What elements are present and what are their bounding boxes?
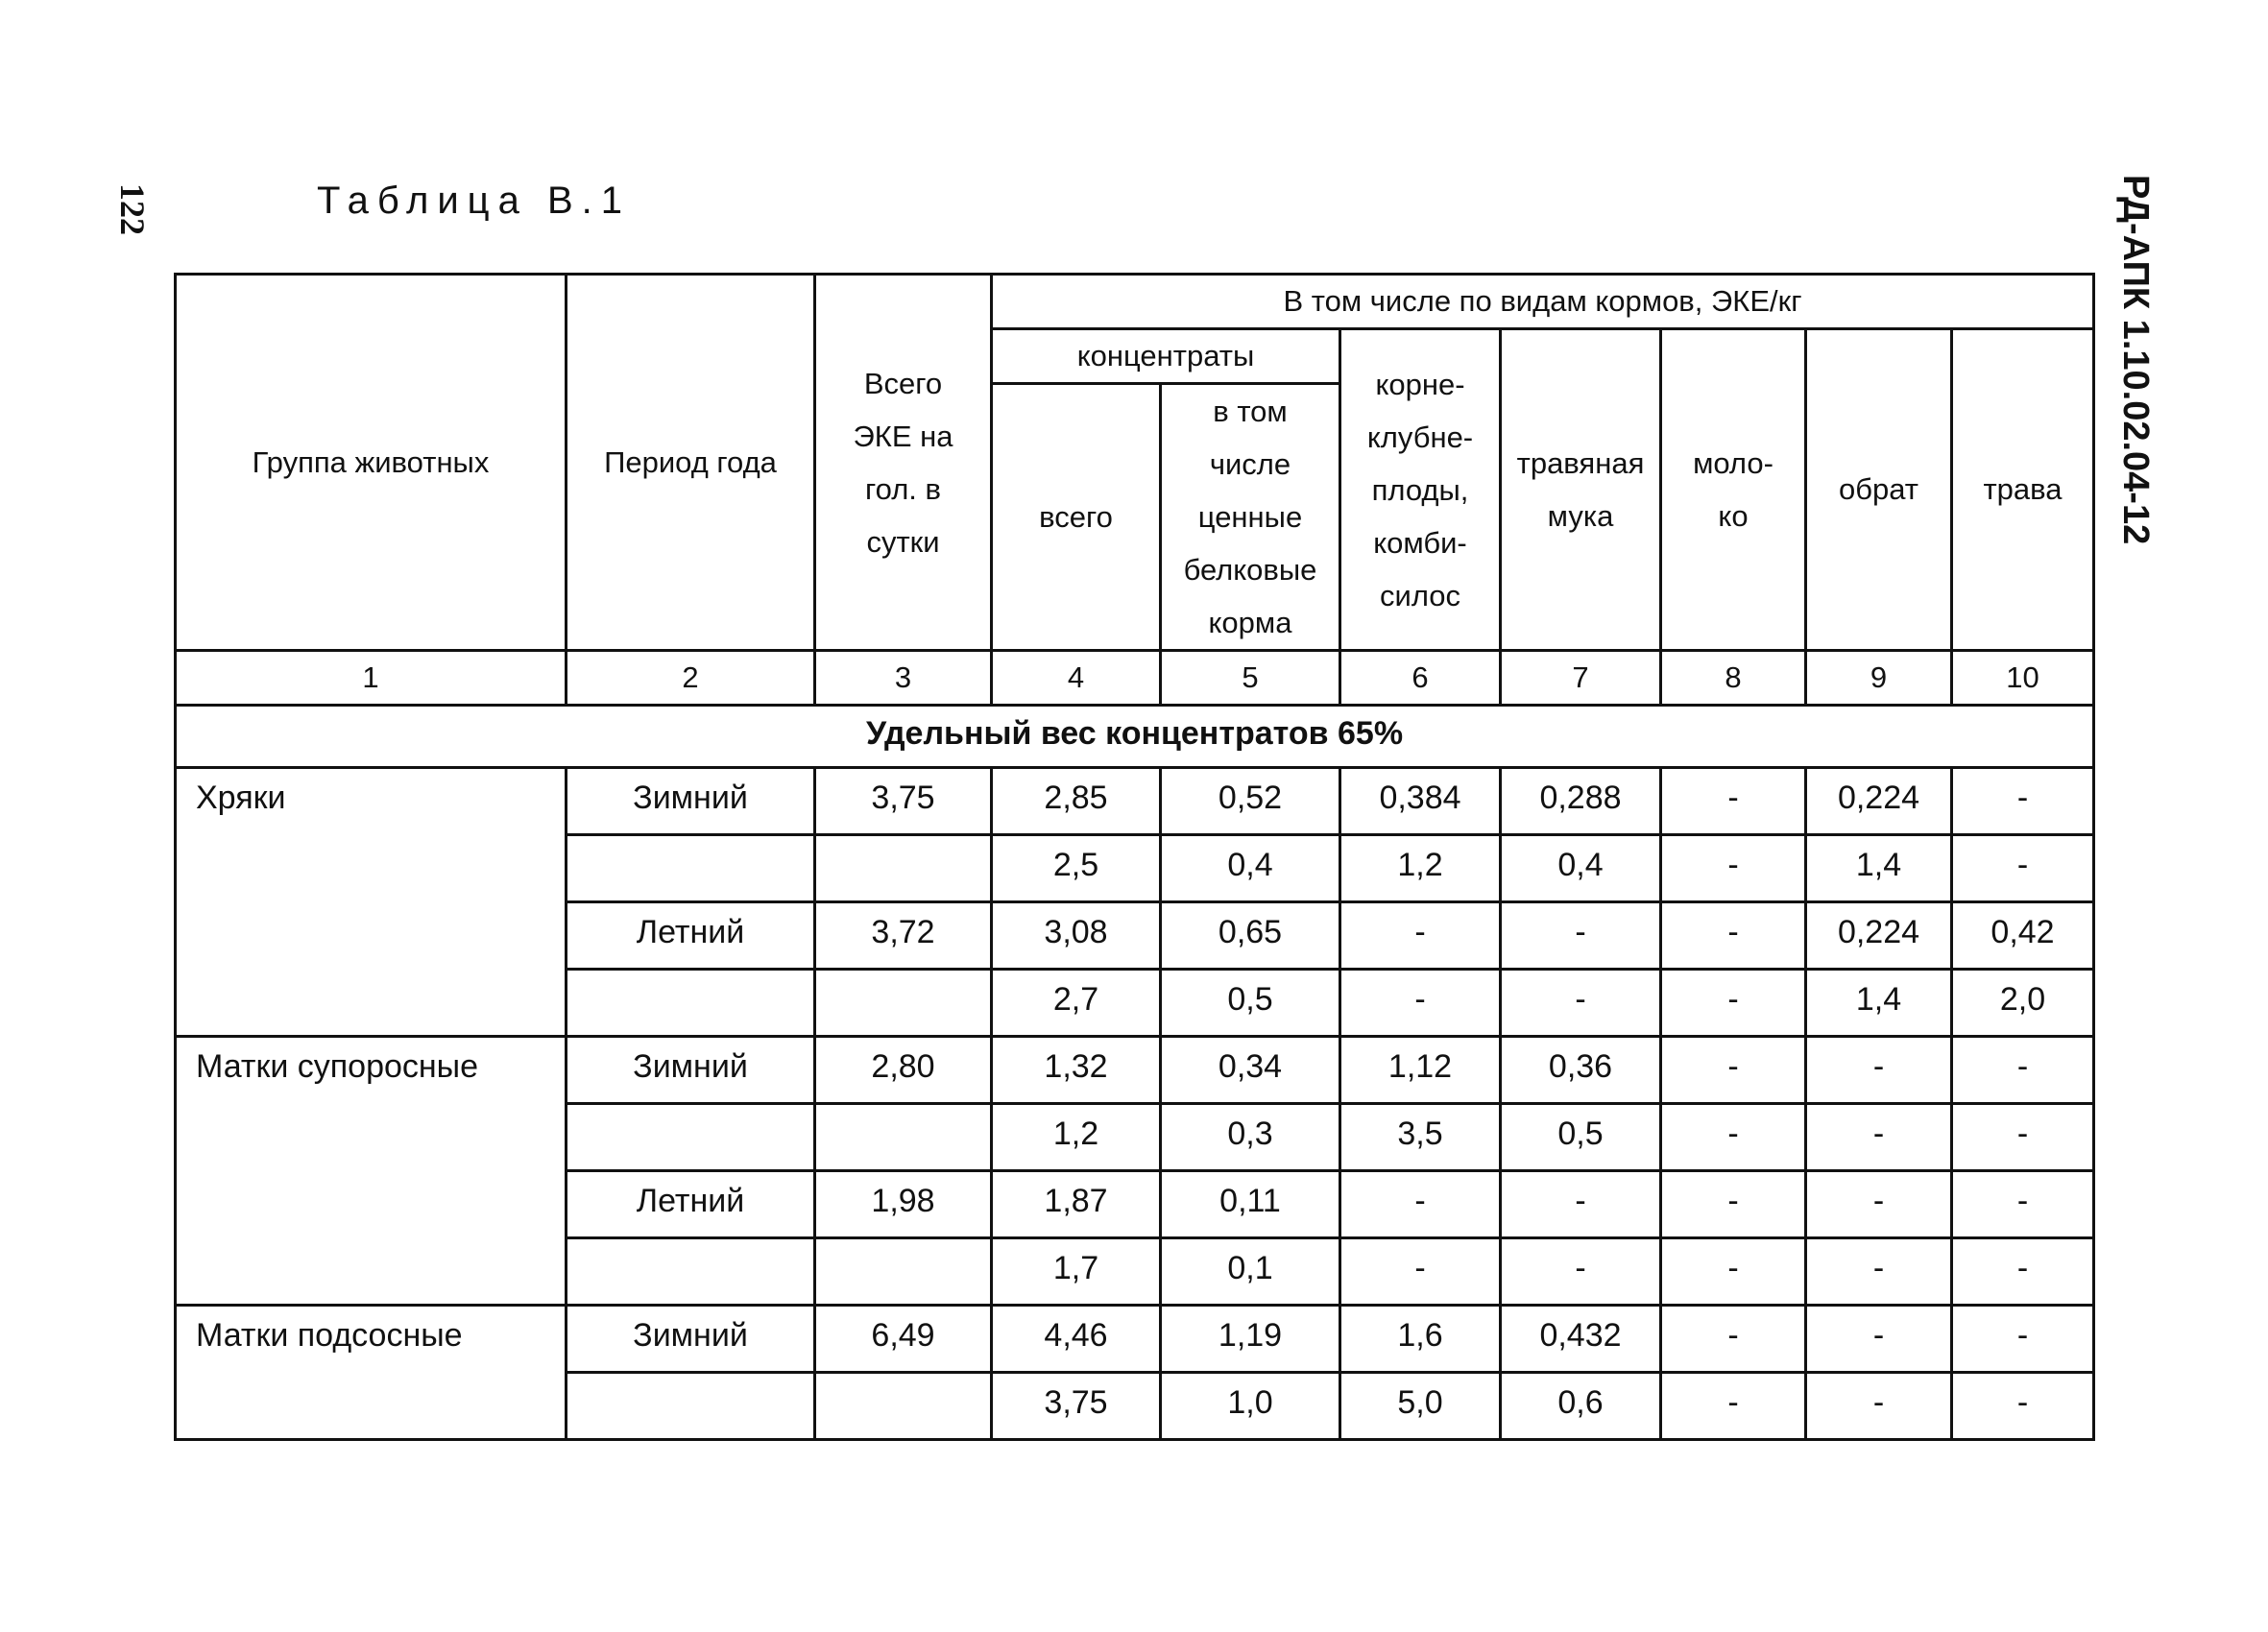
page-number: 122 bbox=[113, 183, 152, 235]
period-cell: Зимний bbox=[567, 1037, 815, 1104]
animal-group-name: Хряки bbox=[176, 768, 567, 1037]
column-number: 3 bbox=[815, 651, 992, 706]
value-cell: 0,52 bbox=[1161, 768, 1340, 835]
value-cell: 0,4 bbox=[1161, 835, 1340, 902]
value-cell: - bbox=[1340, 902, 1501, 970]
value-cell: 0,384 bbox=[1340, 768, 1501, 835]
table-row bbox=[176, 768, 2094, 835]
value-cell: - bbox=[1661, 1306, 1806, 1373]
value-cell: 0,288 bbox=[1501, 768, 1661, 835]
period-cell bbox=[567, 1238, 815, 1306]
period-cell: Зимний bbox=[567, 768, 815, 835]
value-cell: - bbox=[1661, 1238, 1806, 1306]
value-cell: 0,5 bbox=[1161, 970, 1340, 1037]
header-period: Период года bbox=[567, 275, 815, 651]
total-cell: 6,49 bbox=[815, 1306, 992, 1373]
value-cell: - bbox=[1501, 1238, 1661, 1306]
value-cell: 2,5 bbox=[992, 835, 1161, 902]
value-cell: 1,87 bbox=[992, 1171, 1161, 1238]
total-cell bbox=[815, 1238, 992, 1306]
value-cell: 0,36 bbox=[1501, 1037, 1661, 1104]
value-cell: 0,432 bbox=[1501, 1306, 1661, 1373]
value-cell: 0,65 bbox=[1161, 902, 1340, 970]
value-cell: 0,224 bbox=[1806, 768, 1952, 835]
value-cell: - bbox=[1952, 1104, 2094, 1171]
column-number: 6 bbox=[1340, 651, 1501, 706]
feed-ration-table bbox=[174, 273, 2095, 1441]
total-cell: 3,72 bbox=[815, 902, 992, 970]
column-number: 5 bbox=[1161, 651, 1340, 706]
value-cell: - bbox=[1806, 1104, 1952, 1171]
column-number: 1 bbox=[176, 651, 567, 706]
value-cell: 0,34 bbox=[1161, 1037, 1340, 1104]
value-cell: - bbox=[1340, 970, 1501, 1037]
header-concentrates-total: всего bbox=[992, 384, 1161, 651]
document-code: РД-АПК 1.10.02.04-12 bbox=[2115, 175, 2156, 545]
value-cell: - bbox=[1952, 1238, 2094, 1306]
value-cell: - bbox=[1952, 1306, 2094, 1373]
value-cell: 2,85 bbox=[992, 768, 1161, 835]
column-number: 9 bbox=[1806, 651, 1952, 706]
total-cell bbox=[815, 1104, 992, 1171]
value-cell: - bbox=[1952, 1171, 2094, 1238]
column-number: 8 bbox=[1661, 651, 1806, 706]
value-cell: 1,4 bbox=[1806, 970, 1952, 1037]
value-cell: 0,42 bbox=[1952, 902, 2094, 970]
total-cell bbox=[815, 1373, 992, 1440]
value-cell: - bbox=[1661, 1373, 1806, 1440]
column-number: 4 bbox=[992, 651, 1161, 706]
animal-group-name: Матки супоросные bbox=[176, 1037, 567, 1306]
table-caption: Таблица В.1 bbox=[317, 180, 631, 222]
header-by-feed-type: В том числе по видам кормов, ЭКЕ/кг bbox=[992, 275, 2094, 329]
value-cell: 0,6 bbox=[1501, 1373, 1661, 1440]
table-body bbox=[176, 768, 2094, 1440]
period-cell: Зимний bbox=[567, 1306, 815, 1373]
value-cell: - bbox=[1661, 1037, 1806, 1104]
value-cell: - bbox=[1806, 1373, 1952, 1440]
period-cell bbox=[567, 970, 815, 1037]
table-row bbox=[176, 1037, 2094, 1104]
period-cell bbox=[567, 1104, 815, 1171]
value-cell: - bbox=[1661, 1104, 1806, 1171]
value-cell: 1,7 bbox=[992, 1238, 1161, 1306]
header-milk: моло-ко bbox=[1661, 329, 1806, 651]
value-cell: - bbox=[1806, 1037, 1952, 1104]
value-cell: - bbox=[1340, 1238, 1501, 1306]
value-cell: - bbox=[1952, 835, 2094, 902]
total-cell bbox=[815, 970, 992, 1037]
value-cell: - bbox=[1661, 768, 1806, 835]
value-cell: 0,3 bbox=[1161, 1104, 1340, 1171]
value-cell: 1,6 bbox=[1340, 1306, 1501, 1373]
header-skim-milk: обрат bbox=[1806, 329, 1952, 651]
column-number: 2 bbox=[567, 651, 815, 706]
total-cell bbox=[815, 835, 992, 902]
value-cell: - bbox=[1806, 1306, 1952, 1373]
column-number: 7 bbox=[1501, 651, 1661, 706]
column-number: 10 bbox=[1952, 651, 2094, 706]
value-cell: 3,75 bbox=[992, 1373, 1161, 1440]
value-cell: - bbox=[1661, 970, 1806, 1037]
value-cell: - bbox=[1661, 835, 1806, 902]
column-number-row bbox=[176, 651, 2094, 706]
total-cell: 2,80 bbox=[815, 1037, 992, 1104]
value-cell: - bbox=[1952, 768, 2094, 835]
value-cell: - bbox=[1806, 1238, 1952, 1306]
animal-group-name: Матки подсосные bbox=[176, 1306, 567, 1440]
header-animal-group: Группа животных bbox=[176, 275, 567, 651]
value-cell: 2,7 bbox=[992, 970, 1161, 1037]
value-cell: 1,2 bbox=[1340, 835, 1501, 902]
value-cell: 1,0 bbox=[1161, 1373, 1340, 1440]
period-cell bbox=[567, 1373, 815, 1440]
value-cell: 2,0 bbox=[1952, 970, 2094, 1037]
header-concentrates: концентраты bbox=[992, 329, 1340, 384]
value-cell: 3,08 bbox=[992, 902, 1161, 970]
value-cell: 5,0 bbox=[1340, 1373, 1501, 1440]
value-cell: - bbox=[1952, 1037, 2094, 1104]
header-roots-silage: корне-клубне-плоды, комби-силос bbox=[1340, 329, 1501, 651]
header-total-eke: Всего ЭКЕ на гол. в сутки bbox=[815, 275, 992, 651]
value-cell: 4,46 bbox=[992, 1306, 1161, 1373]
value-cell: - bbox=[1952, 1373, 2094, 1440]
period-cell: Летний bbox=[567, 1171, 815, 1238]
section-title: Удельный вес концентратов 65% bbox=[176, 706, 2094, 768]
value-cell: 1,2 bbox=[992, 1104, 1161, 1171]
value-cell: 1,19 bbox=[1161, 1306, 1340, 1373]
value-cell: - bbox=[1806, 1171, 1952, 1238]
value-cell: - bbox=[1501, 970, 1661, 1037]
table-row bbox=[176, 1306, 2094, 1373]
value-cell: 0,5 bbox=[1501, 1104, 1661, 1171]
header-protein-feeds: в том числе ценные белковые корма bbox=[1161, 384, 1340, 651]
value-cell: - bbox=[1340, 1171, 1501, 1238]
value-cell: 1,12 bbox=[1340, 1037, 1501, 1104]
value-cell: 0,4 bbox=[1501, 835, 1661, 902]
value-cell: - bbox=[1661, 902, 1806, 970]
header-grass: трава bbox=[1952, 329, 2094, 651]
total-cell: 1,98 bbox=[815, 1171, 992, 1238]
value-cell: - bbox=[1661, 1171, 1806, 1238]
value-cell: 1,32 bbox=[992, 1037, 1161, 1104]
value-cell: 0,11 bbox=[1161, 1171, 1340, 1238]
table-header bbox=[176, 275, 2094, 768]
value-cell: - bbox=[1501, 1171, 1661, 1238]
period-cell bbox=[567, 835, 815, 902]
value-cell: - bbox=[1501, 902, 1661, 970]
total-cell: 3,75 bbox=[815, 768, 992, 835]
value-cell: 0,1 bbox=[1161, 1238, 1340, 1306]
value-cell: 0,224 bbox=[1806, 902, 1952, 970]
header-grass-meal: травяная мука bbox=[1501, 329, 1661, 651]
value-cell: 3,5 bbox=[1340, 1104, 1501, 1171]
value-cell: 1,4 bbox=[1806, 835, 1952, 902]
period-cell: Летний bbox=[567, 902, 815, 970]
